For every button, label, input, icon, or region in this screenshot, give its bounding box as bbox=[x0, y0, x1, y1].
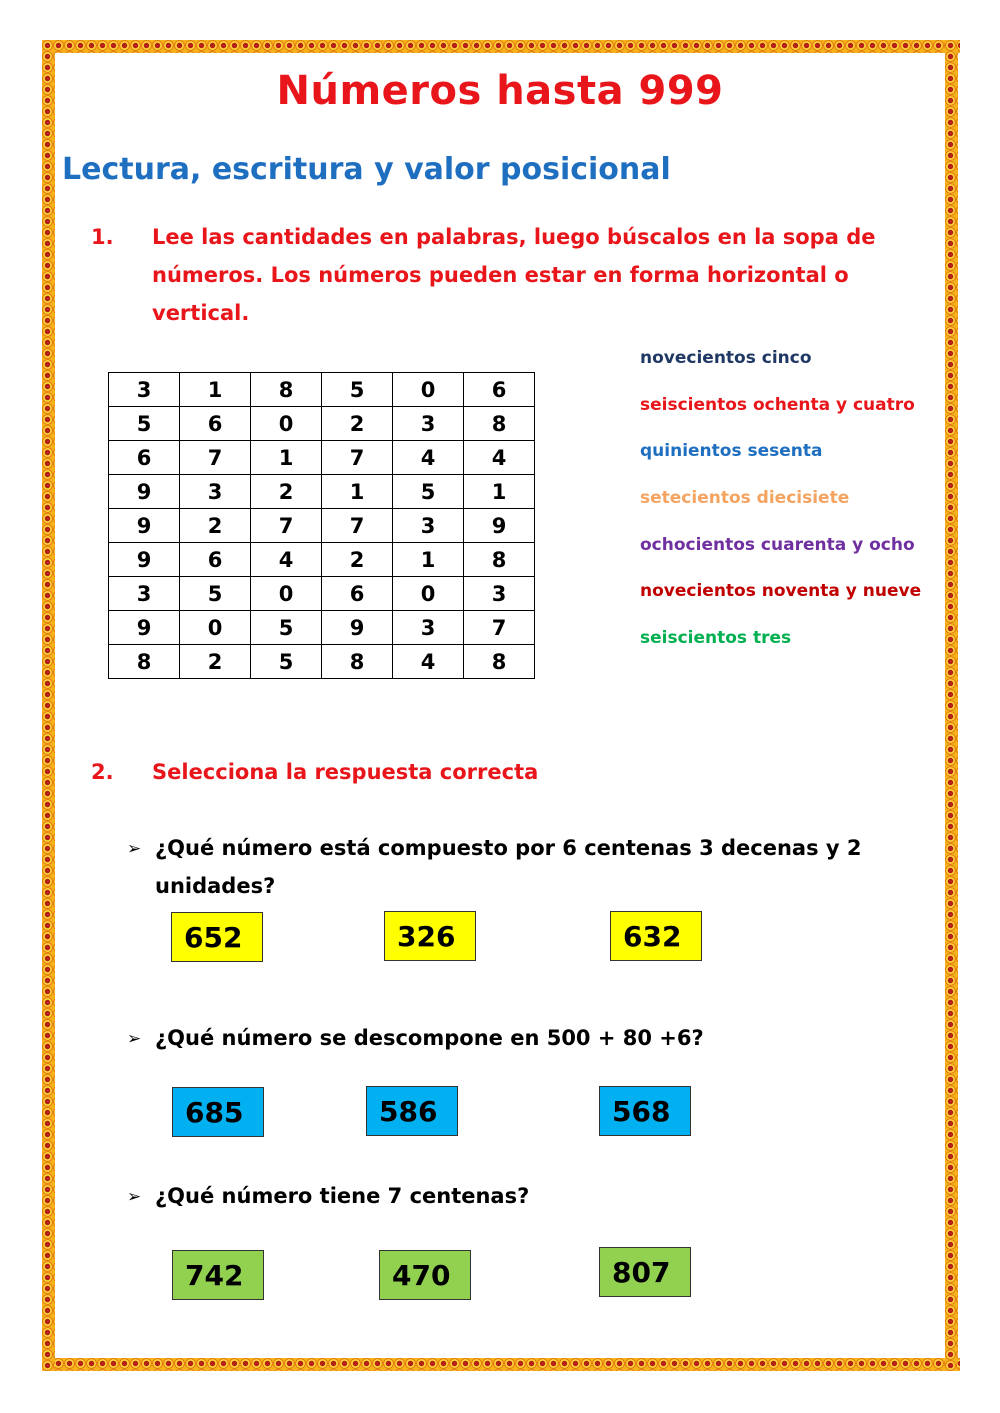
grid-cell: 3 bbox=[109, 373, 180, 407]
grid-cell: 3 bbox=[109, 577, 180, 611]
answer-option-568[interactable]: 568 bbox=[599, 1086, 691, 1136]
grid-cell: 1 bbox=[393, 543, 464, 577]
grid-cell: 3 bbox=[393, 509, 464, 543]
grid-cell: 4 bbox=[464, 441, 535, 475]
grid-cell: 0 bbox=[393, 577, 464, 611]
subquestion-3-text: ¿Qué número tiene 7 centenas? bbox=[155, 1184, 530, 1208]
grid-cell: 6 bbox=[180, 407, 251, 441]
word-list-item: novecientos noventa y nueve bbox=[640, 581, 922, 602]
grid-cell: 2 bbox=[180, 509, 251, 543]
grid-cell: 8 bbox=[109, 645, 180, 679]
answer-option-632[interactable]: 632 bbox=[610, 911, 702, 961]
word-list-item: setecientos diecisiete bbox=[640, 488, 850, 509]
word-list-item: novecientos cinco bbox=[640, 348, 812, 368]
grid-row bbox=[109, 373, 535, 407]
grid-cell: 9 bbox=[464, 509, 535, 543]
grid-cell: 8 bbox=[464, 645, 535, 679]
grid-cell: 4 bbox=[251, 543, 322, 577]
grid-cell: 9 bbox=[109, 611, 180, 645]
grid-cell: 5 bbox=[393, 475, 464, 509]
grid-row bbox=[109, 475, 535, 509]
word-list-item: seiscientos tres bbox=[640, 628, 792, 649]
subquestion-1-text: ¿Qué número está compuesto por 6 centenas 3 decenas y 2 unidades? bbox=[155, 836, 862, 898]
subquestion-2-text: ¿Qué número se descompone en 500 + 80 +6? bbox=[155, 1026, 704, 1050]
question-1-text: Lee las cantidades en palabras, luego búscalos en la sopa de números. Los números pueden estar en forma horizontal o vertical. bbox=[152, 225, 876, 325]
word-list bbox=[640, 346, 921, 673]
grid-row bbox=[109, 611, 535, 645]
grid-cell: 3 bbox=[464, 577, 535, 611]
answer-option-326[interactable]: 326 bbox=[384, 911, 476, 961]
grid-cell: 6 bbox=[322, 577, 393, 611]
grid-cell: 6 bbox=[464, 373, 535, 407]
grid-cell: 0 bbox=[393, 373, 464, 407]
grid-row bbox=[109, 441, 535, 475]
section-subtitle: Lectura, escritura y valor posicional bbox=[62, 152, 671, 187]
grid-cell: 8 bbox=[464, 407, 535, 441]
grid-cell: 7 bbox=[251, 509, 322, 543]
answer-option-470[interactable]: 470 bbox=[379, 1250, 471, 1300]
word-list-item: quinientos sesenta bbox=[640, 441, 823, 462]
grid-cell: 8 bbox=[322, 645, 393, 679]
answer-option-685[interactable]: 685 bbox=[172, 1087, 264, 1137]
answer-option-807[interactable]: 807 bbox=[599, 1247, 691, 1297]
decorative-border-bottom bbox=[42, 1358, 960, 1371]
grid-cell: 3 bbox=[393, 611, 464, 645]
grid-cell: 7 bbox=[322, 441, 393, 475]
grid-cell: 7 bbox=[322, 509, 393, 543]
grid-cell: 1 bbox=[251, 441, 322, 475]
grid-cell: 9 bbox=[109, 509, 180, 543]
question-1-number: 1. bbox=[91, 225, 114, 249]
grid-cell: 2 bbox=[322, 407, 393, 441]
word-list-item: seiscientos ochenta y cuatro bbox=[640, 394, 915, 415]
grid-cell: 2 bbox=[180, 645, 251, 679]
grid-cell: 0 bbox=[251, 577, 322, 611]
number-search-grid bbox=[108, 372, 535, 679]
grid-row bbox=[109, 577, 535, 611]
arrow-bullet-icon: ➢ bbox=[127, 1187, 142, 1207]
answer-option-652[interactable]: 652 bbox=[171, 912, 263, 962]
grid-cell: 9 bbox=[322, 611, 393, 645]
grid-row bbox=[109, 509, 535, 543]
grid-row bbox=[109, 645, 535, 679]
page-title: Números hasta 999 bbox=[276, 68, 724, 114]
grid-cell: 5 bbox=[251, 611, 322, 645]
grid-cell: 5 bbox=[251, 645, 322, 679]
grid-row bbox=[109, 407, 535, 441]
question-2-text: Selecciona la respuesta correcta bbox=[152, 760, 539, 784]
grid-cell: 9 bbox=[109, 475, 180, 509]
grid-cell: 8 bbox=[464, 543, 535, 577]
grid-cell: 8 bbox=[251, 373, 322, 407]
grid-cell: 0 bbox=[180, 611, 251, 645]
grid-cell: 4 bbox=[393, 441, 464, 475]
grid-cell: 2 bbox=[251, 475, 322, 509]
grid-cell: 2 bbox=[322, 543, 393, 577]
decorative-border-left bbox=[42, 40, 55, 1371]
question-2-number: 2. bbox=[91, 760, 114, 784]
answer-option-586[interactable]: 586 bbox=[366, 1086, 458, 1136]
grid-cell: 3 bbox=[393, 407, 464, 441]
grid-cell: 6 bbox=[180, 543, 251, 577]
word-list-item: ochocientos cuarenta y ocho bbox=[640, 534, 915, 555]
grid-cell: 1 bbox=[180, 373, 251, 407]
grid-cell: 9 bbox=[109, 543, 180, 577]
grid-cell: 5 bbox=[180, 577, 251, 611]
grid-cell: 1 bbox=[322, 475, 393, 509]
answer-option-742[interactable]: 742 bbox=[172, 1250, 264, 1300]
grid-cell: 5 bbox=[322, 373, 393, 407]
grid-cell: 1 bbox=[464, 475, 535, 509]
arrow-bullet-icon: ➢ bbox=[127, 839, 142, 859]
grid-cell: 5 bbox=[109, 407, 180, 441]
grid-row bbox=[109, 543, 535, 577]
grid-cell: 7 bbox=[464, 611, 535, 645]
decorative-border-right bbox=[945, 40, 958, 1371]
decorative-border-top bbox=[42, 40, 960, 53]
arrow-bullet-icon: ➢ bbox=[127, 1029, 142, 1049]
grid-cell: 6 bbox=[109, 441, 180, 475]
grid-cell: 0 bbox=[251, 407, 322, 441]
grid-cell: 4 bbox=[393, 645, 464, 679]
grid-cell: 7 bbox=[180, 441, 251, 475]
grid-cell: 3 bbox=[180, 475, 251, 509]
